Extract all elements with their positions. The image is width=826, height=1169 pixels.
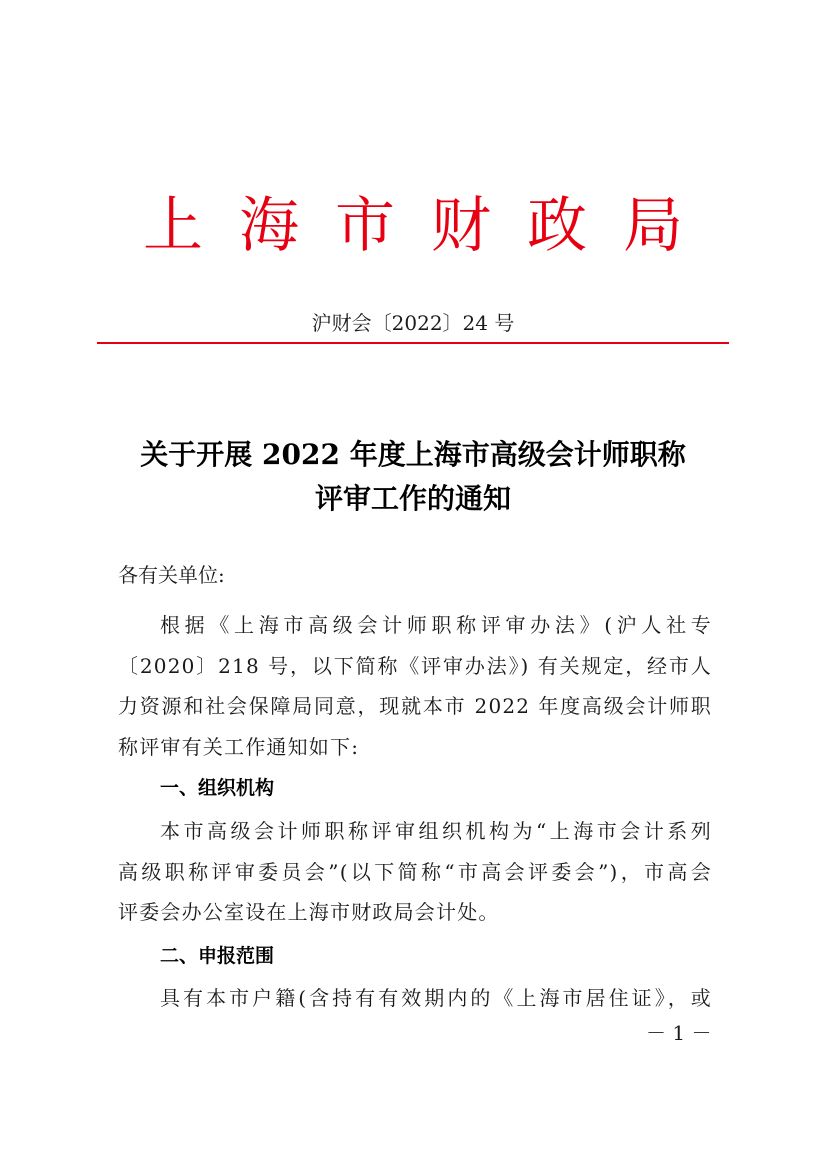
intro-line: 根据《上海市高级会计师职称评审办法》(沪人社专	[160, 613, 712, 637]
section-line: 本市高级会计师职称评审组织机构为“上海市会计系列	[160, 819, 712, 843]
intro-line: 称评审有关工作通知如下:	[118, 734, 360, 759]
page-number: － 1 －	[646, 1021, 712, 1045]
notice-title-line-1: 关于开展 2022 年度上海市高级会计师职称	[140, 438, 686, 471]
salutation: 各有关单位:	[118, 563, 225, 587]
section-heading-scope: 二、申报范围	[160, 945, 275, 967]
document-number: 沪财会〔2022〕24 号	[311, 311, 515, 335]
section-line: 具有本市户籍(含持有有效期内的《上海市居住证》，或	[160, 986, 712, 1010]
section-scope-paragraph	[118, 978, 712, 1019]
section-line: 评委会办公室设在上海市财政局会计处。	[118, 900, 500, 924]
intro-line: 力资源和社会保障局同意，现就本市 2022 年度高级会计师职	[118, 694, 712, 718]
red-divider-line	[97, 342, 729, 344]
intro-paragraph	[118, 605, 712, 767]
section-line: 高级职称评审委员会”(以下简称“市高会评委会”)，市高会	[118, 859, 712, 884]
section-heading-organization: 一、组织机构	[160, 777, 275, 799]
intro-line: 〔2020〕218 号，以下简称《评审办法》) 有关规定，经市人	[118, 653, 712, 678]
section-organization-paragraph	[118, 811, 712, 933]
notice-title	[97, 433, 729, 521]
notice-title-line-2: 评审工作的通知	[314, 482, 511, 515]
issuer-header: 上海市财政局	[143, 191, 719, 261]
